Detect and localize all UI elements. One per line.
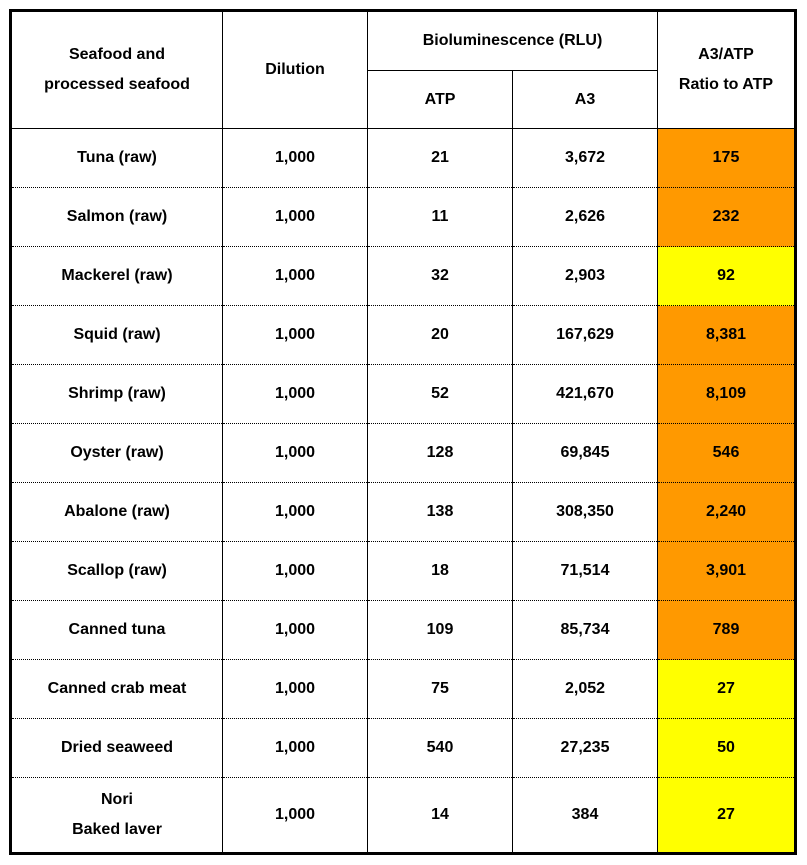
cell-dilution: 1,000 (223, 424, 368, 483)
cell-atp: 20 (368, 306, 513, 365)
table-row (11, 483, 796, 542)
cell-name: Canned tuna (11, 601, 223, 660)
cell-a3: 2,052 (513, 660, 658, 719)
header-a3: A3 (513, 71, 658, 129)
cell-dilution: 1,000 (223, 188, 368, 247)
cell-a3: 308,350 (513, 483, 658, 542)
cell-atp: 14 (368, 778, 513, 854)
cell-dilution: 1,000 (223, 483, 368, 542)
cell-name: Squid (raw) (11, 306, 223, 365)
table-row (11, 188, 796, 247)
table-row (11, 660, 796, 719)
cell-name-line1: Nori (101, 791, 133, 808)
header-bioluminescence: Bioluminescence (RLU) (368, 11, 658, 71)
cell-dilution: 1,000 (223, 306, 368, 365)
cell-name: Tuna (raw) (11, 129, 223, 188)
cell-a3: 85,734 (513, 601, 658, 660)
header-seafood-line1: Seafood and (68, 46, 165, 63)
cell-name: Canned crab meat (11, 660, 223, 719)
cell-a3: 71,514 (513, 542, 658, 601)
cell-dilution: 1,000 (223, 129, 368, 188)
cell-atp: 109 (368, 601, 513, 660)
cell-ratio: 27 (658, 660, 796, 719)
header-atp: ATP (368, 71, 513, 129)
cell-atp: 128 (368, 424, 513, 483)
header-ratio-line2: Ratio to ATP (678, 76, 774, 93)
cell-name: Abalone (raw) (11, 483, 223, 542)
seafood-bioluminescence-table (9, 9, 797, 855)
cell-ratio: 546 (658, 424, 796, 483)
cell-ratio: 27 (658, 778, 796, 854)
table-row (11, 601, 796, 660)
cell-a3: 167,629 (513, 306, 658, 365)
table-header (11, 11, 796, 129)
cell-atp: 52 (368, 365, 513, 424)
header-seafood (11, 11, 223, 129)
cell-ratio: 232 (658, 188, 796, 247)
cell-ratio: 50 (658, 719, 796, 778)
cell-dilution: 1,000 (223, 719, 368, 778)
cell-a3: 69,845 (513, 424, 658, 483)
cell-atp: 18 (368, 542, 513, 601)
cell-name: Scallop (raw) (11, 542, 223, 601)
cell-ratio: 8,381 (658, 306, 796, 365)
cell-name: Shrimp (raw) (11, 365, 223, 424)
cell-name-line2: Baked laver (72, 821, 162, 838)
cell-a3: 27,235 (513, 719, 658, 778)
cell-dilution: 1,000 (223, 601, 368, 660)
cell-name: Mackerel (raw) (11, 247, 223, 306)
cell-a3: 384 (513, 778, 658, 854)
cell-atp: 21 (368, 129, 513, 188)
table-row (11, 424, 796, 483)
header-seafood-line2: processed seafood (44, 76, 190, 93)
data-table-wrapper (9, 9, 797, 855)
cell-name (11, 778, 223, 854)
cell-a3: 2,903 (513, 247, 658, 306)
cell-ratio: 2,240 (658, 483, 796, 542)
table-row (11, 719, 796, 778)
cell-a3: 421,670 (513, 365, 658, 424)
cell-dilution: 1,000 (223, 778, 368, 854)
table-row (11, 542, 796, 601)
cell-a3: 3,672 (513, 129, 658, 188)
cell-a3: 2,626 (513, 188, 658, 247)
cell-name: Dried seaweed (11, 719, 223, 778)
cell-name: Oyster (raw) (11, 424, 223, 483)
cell-dilution: 1,000 (223, 247, 368, 306)
cell-ratio: 92 (658, 247, 796, 306)
cell-dilution: 1,000 (223, 365, 368, 424)
cell-name: Salmon (raw) (11, 188, 223, 247)
table-body (11, 129, 796, 854)
table-row (11, 306, 796, 365)
header-ratio (658, 11, 796, 129)
table-row (11, 247, 796, 306)
cell-ratio: 8,109 (658, 365, 796, 424)
cell-atp: 11 (368, 188, 513, 247)
header-dilution: Dilution (223, 11, 368, 129)
cell-dilution: 1,000 (223, 660, 368, 719)
table-row (11, 778, 796, 854)
cell-ratio: 175 (658, 129, 796, 188)
cell-atp: 540 (368, 719, 513, 778)
cell-dilution: 1,000 (223, 542, 368, 601)
cell-atp: 32 (368, 247, 513, 306)
cell-atp: 138 (368, 483, 513, 542)
table-row (11, 365, 796, 424)
table-row (11, 129, 796, 188)
cell-atp: 75 (368, 660, 513, 719)
header-ratio-line1: A3/ATP (698, 46, 754, 63)
cell-ratio: 789 (658, 601, 796, 660)
cell-ratio: 3,901 (658, 542, 796, 601)
